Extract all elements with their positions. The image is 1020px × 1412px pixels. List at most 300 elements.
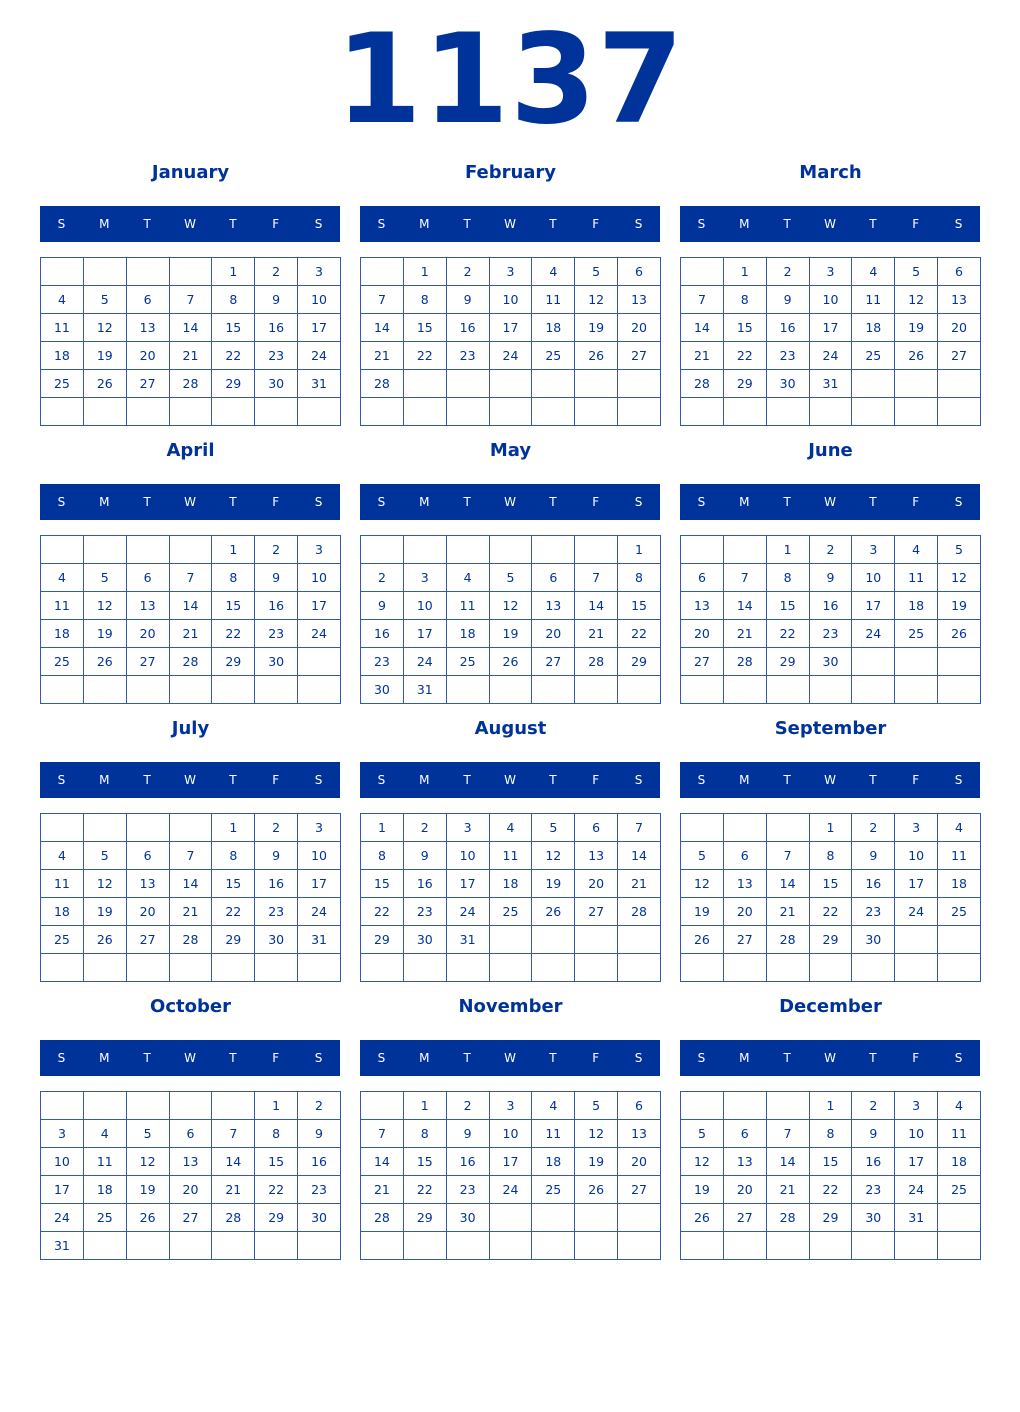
day-cell: 19 xyxy=(575,314,618,342)
day-grid xyxy=(360,257,661,426)
day-cell: 12 xyxy=(681,870,724,898)
day-cell: 18 xyxy=(41,898,84,926)
empty-day-cell xyxy=(575,398,618,426)
weekday-label: M xyxy=(419,495,430,509)
day-cell: 20 xyxy=(723,898,766,926)
day-cell: 31 xyxy=(895,1204,938,1232)
empty-day-cell xyxy=(403,370,446,398)
day-cell: 26 xyxy=(938,620,981,648)
empty-day-cell xyxy=(532,676,575,704)
empty-day-cell xyxy=(83,814,126,842)
day-cell: 19 xyxy=(126,1176,169,1204)
empty-day-cell xyxy=(681,814,724,842)
week-row xyxy=(681,648,981,676)
day-cell: 8 xyxy=(212,286,255,314)
weekday-label: T xyxy=(869,773,877,787)
day-cell: 27 xyxy=(618,1176,661,1204)
day-cell: 6 xyxy=(681,564,724,592)
empty-day-cell xyxy=(938,648,981,676)
empty-day-cell xyxy=(41,954,84,982)
day-cell: 23 xyxy=(255,898,298,926)
week-row xyxy=(681,1120,981,1148)
day-cell: 10 xyxy=(895,842,938,870)
day-cell: 26 xyxy=(575,342,618,370)
week-row xyxy=(681,1232,981,1260)
day-cell: 2 xyxy=(255,814,298,842)
day-cell: 21 xyxy=(723,620,766,648)
day-cell: 26 xyxy=(126,1204,169,1232)
day-cell: 16 xyxy=(809,592,852,620)
day-cell: 14 xyxy=(618,842,661,870)
day-cell: 22 xyxy=(403,342,446,370)
day-cell: 8 xyxy=(403,286,446,314)
weekday-label: T xyxy=(463,1051,471,1065)
empty-day-cell xyxy=(723,814,766,842)
day-cell: 30 xyxy=(852,926,895,954)
day-cell: 1 xyxy=(618,536,661,564)
day-cell: 8 xyxy=(212,564,255,592)
empty-day-cell xyxy=(766,398,809,426)
empty-day-cell xyxy=(938,954,981,982)
weekday-label: W xyxy=(824,495,836,509)
day-cell: 12 xyxy=(126,1148,169,1176)
empty-day-cell xyxy=(126,814,169,842)
day-cell: 28 xyxy=(169,370,212,398)
weekday-header xyxy=(680,762,980,798)
week-row xyxy=(361,370,661,398)
day-cell: 3 xyxy=(41,1120,84,1148)
day-cell: 2 xyxy=(852,1092,895,1120)
weekday-label: M xyxy=(739,495,750,509)
empty-day-cell xyxy=(298,648,341,676)
day-cell: 27 xyxy=(126,926,169,954)
weekday-label: S xyxy=(954,217,963,231)
day-cell: 16 xyxy=(766,314,809,342)
day-cell: 1 xyxy=(212,814,255,842)
day-cell: 2 xyxy=(446,258,489,286)
day-cell: 20 xyxy=(126,342,169,370)
week-row xyxy=(361,898,661,926)
weekday-label: F xyxy=(592,1051,600,1065)
day-cell: 22 xyxy=(212,898,255,926)
week-row xyxy=(41,898,341,926)
empty-day-cell xyxy=(361,1092,404,1120)
empty-day-cell xyxy=(83,398,126,426)
weekday-header xyxy=(680,484,980,520)
empty-day-cell xyxy=(766,954,809,982)
day-cell: 20 xyxy=(126,898,169,926)
weekday-label: M xyxy=(419,773,430,787)
weekday-label: S xyxy=(377,773,386,787)
day-cell: 18 xyxy=(532,314,575,342)
day-cell: 15 xyxy=(766,592,809,620)
empty-day-cell xyxy=(126,1232,169,1260)
day-cell: 7 xyxy=(618,814,661,842)
day-cell: 16 xyxy=(446,314,489,342)
weekday-header xyxy=(360,762,660,798)
week-row xyxy=(41,648,341,676)
weekday-label: S xyxy=(634,773,643,787)
weekday-label: W xyxy=(184,1051,196,1065)
day-cell: 22 xyxy=(212,620,255,648)
day-cell: 6 xyxy=(126,564,169,592)
day-cell: 27 xyxy=(723,1204,766,1232)
day-cell: 14 xyxy=(361,314,404,342)
day-cell: 13 xyxy=(681,592,724,620)
weekday-label: W xyxy=(504,495,516,509)
day-cell: 21 xyxy=(361,1176,404,1204)
empty-day-cell xyxy=(723,1092,766,1120)
empty-day-cell xyxy=(169,954,212,982)
day-cell: 23 xyxy=(255,342,298,370)
day-cell: 31 xyxy=(298,926,341,954)
week-row xyxy=(41,370,341,398)
day-cell: 29 xyxy=(618,648,661,676)
day-cell: 6 xyxy=(723,842,766,870)
day-cell: 13 xyxy=(618,1120,661,1148)
day-cell: 15 xyxy=(255,1148,298,1176)
weekday-label: S xyxy=(697,495,706,509)
day-cell: 9 xyxy=(255,286,298,314)
empty-day-cell xyxy=(575,926,618,954)
day-cell: 16 xyxy=(255,314,298,342)
day-cell: 10 xyxy=(489,1120,532,1148)
empty-day-cell xyxy=(681,1092,724,1120)
week-row xyxy=(41,342,341,370)
day-cell: 6 xyxy=(618,1092,661,1120)
day-cell: 28 xyxy=(361,1204,404,1232)
day-cell: 25 xyxy=(446,648,489,676)
week-row xyxy=(681,258,981,286)
day-cell: 26 xyxy=(83,926,126,954)
empty-day-cell xyxy=(446,676,489,704)
day-cell: 18 xyxy=(532,1148,575,1176)
week-row xyxy=(681,286,981,314)
day-cell: 7 xyxy=(723,564,766,592)
day-cell: 22 xyxy=(212,342,255,370)
empty-day-cell xyxy=(852,398,895,426)
empty-day-cell xyxy=(938,370,981,398)
weekday-label: W xyxy=(504,773,516,787)
day-grid xyxy=(680,813,981,982)
day-cell: 25 xyxy=(938,1176,981,1204)
empty-day-cell xyxy=(575,954,618,982)
day-cell: 17 xyxy=(895,1148,938,1176)
weekday-label: F xyxy=(592,773,600,787)
weekday-label: W xyxy=(824,1051,836,1065)
day-cell: 2 xyxy=(446,1092,489,1120)
empty-day-cell xyxy=(403,954,446,982)
weekday-label: W xyxy=(184,495,196,509)
day-cell: 29 xyxy=(212,370,255,398)
empty-day-cell xyxy=(852,954,895,982)
empty-day-cell xyxy=(681,258,724,286)
week-row xyxy=(681,1176,981,1204)
day-cell: 29 xyxy=(403,1204,446,1232)
empty-day-cell xyxy=(298,676,341,704)
day-cell: 26 xyxy=(83,370,126,398)
day-cell: 28 xyxy=(575,648,618,676)
week-row xyxy=(361,286,661,314)
day-cell: 1 xyxy=(403,1092,446,1120)
day-cell: 9 xyxy=(766,286,809,314)
weekday-label: F xyxy=(912,217,920,231)
day-cell: 28 xyxy=(766,1204,809,1232)
weekday-label: W xyxy=(504,1051,516,1065)
weekday-label: W xyxy=(184,773,196,787)
empty-day-cell xyxy=(766,1232,809,1260)
day-cell: 5 xyxy=(83,842,126,870)
week-row xyxy=(41,536,341,564)
day-cell: 15 xyxy=(403,314,446,342)
empty-day-cell xyxy=(895,954,938,982)
weekday-label: T xyxy=(143,217,151,231)
day-cell: 27 xyxy=(938,342,981,370)
day-cell: 26 xyxy=(575,1176,618,1204)
day-cell: 1 xyxy=(212,258,255,286)
week-row xyxy=(361,342,661,370)
day-cell: 11 xyxy=(938,1120,981,1148)
day-cell: 23 xyxy=(852,1176,895,1204)
weekday-label: M xyxy=(99,773,110,787)
day-cell: 30 xyxy=(255,926,298,954)
day-cell: 4 xyxy=(41,286,84,314)
day-cell: 13 xyxy=(126,592,169,620)
day-cell: 3 xyxy=(446,814,489,842)
empty-day-cell xyxy=(212,1092,255,1120)
weekday-label: T xyxy=(229,217,237,231)
day-cell: 21 xyxy=(766,898,809,926)
day-cell: 10 xyxy=(41,1148,84,1176)
week-row xyxy=(41,954,341,982)
day-cell: 9 xyxy=(446,1120,489,1148)
day-cell: 8 xyxy=(361,842,404,870)
day-cell: 15 xyxy=(809,1148,852,1176)
weekday-label: T xyxy=(143,495,151,509)
weekday-label: F xyxy=(272,1051,280,1065)
empty-day-cell xyxy=(126,398,169,426)
day-cell: 18 xyxy=(938,870,981,898)
week-row xyxy=(681,536,981,564)
month-name: April xyxy=(166,440,215,461)
day-cell: 18 xyxy=(446,620,489,648)
empty-day-cell xyxy=(938,398,981,426)
day-cell: 3 xyxy=(852,536,895,564)
week-row xyxy=(41,564,341,592)
day-cell: 10 xyxy=(489,286,532,314)
day-cell: 22 xyxy=(403,1176,446,1204)
day-cell: 16 xyxy=(852,870,895,898)
weekday-header xyxy=(40,1040,340,1076)
day-cell: 10 xyxy=(809,286,852,314)
week-row xyxy=(41,620,341,648)
day-cell: 22 xyxy=(618,620,661,648)
week-row xyxy=(681,314,981,342)
weekday-header xyxy=(40,484,340,520)
day-cell: 13 xyxy=(532,592,575,620)
day-cell: 1 xyxy=(212,536,255,564)
day-cell: 14 xyxy=(361,1148,404,1176)
empty-day-cell xyxy=(618,370,661,398)
day-cell: 19 xyxy=(575,1148,618,1176)
empty-day-cell xyxy=(446,536,489,564)
day-cell: 11 xyxy=(895,564,938,592)
day-cell: 30 xyxy=(766,370,809,398)
day-grid xyxy=(40,535,341,704)
weekday-label: W xyxy=(504,217,516,231)
week-row xyxy=(361,1120,661,1148)
year-title: 1137 xyxy=(335,8,685,152)
weekday-label: S xyxy=(314,495,323,509)
day-cell: 21 xyxy=(169,342,212,370)
empty-day-cell xyxy=(403,398,446,426)
empty-day-cell xyxy=(618,926,661,954)
day-cell: 27 xyxy=(532,648,575,676)
weekday-label: S xyxy=(314,217,323,231)
day-cell: 29 xyxy=(255,1204,298,1232)
empty-day-cell xyxy=(618,1204,661,1232)
day-cell: 27 xyxy=(681,648,724,676)
day-cell: 20 xyxy=(126,620,169,648)
day-cell: 9 xyxy=(255,842,298,870)
month-name: November xyxy=(458,996,563,1017)
day-cell: 8 xyxy=(766,564,809,592)
weekday-label: S xyxy=(57,1051,66,1065)
weekday-label: S xyxy=(57,495,66,509)
day-cell: 28 xyxy=(681,370,724,398)
empty-day-cell xyxy=(575,536,618,564)
day-cell: 10 xyxy=(895,1120,938,1148)
week-row xyxy=(361,620,661,648)
weekday-label: T xyxy=(783,495,791,509)
weekday-label: S xyxy=(697,217,706,231)
day-cell: 12 xyxy=(895,286,938,314)
weekday-label: M xyxy=(739,773,750,787)
empty-day-cell xyxy=(766,676,809,704)
empty-day-cell xyxy=(169,1232,212,1260)
day-cell: 12 xyxy=(83,314,126,342)
day-cell: 24 xyxy=(298,898,341,926)
day-cell: 2 xyxy=(298,1092,341,1120)
day-cell: 23 xyxy=(446,1176,489,1204)
weekday-label: F xyxy=(912,1051,920,1065)
day-cell: 3 xyxy=(298,258,341,286)
day-cell: 10 xyxy=(446,842,489,870)
weekday-label: T xyxy=(549,217,557,231)
day-cell: 4 xyxy=(938,814,981,842)
day-cell: 3 xyxy=(489,1092,532,1120)
day-cell: 14 xyxy=(169,870,212,898)
day-cell: 22 xyxy=(361,898,404,926)
day-cell: 24 xyxy=(895,898,938,926)
weekday-label: T xyxy=(463,217,471,231)
weekday-label: W xyxy=(824,217,836,231)
week-row xyxy=(361,814,661,842)
empty-day-cell xyxy=(446,370,489,398)
day-cell: 7 xyxy=(169,564,212,592)
month-name: January xyxy=(151,162,230,183)
day-cell: 30 xyxy=(403,926,446,954)
day-cell: 24 xyxy=(852,620,895,648)
day-cell: 11 xyxy=(446,592,489,620)
weekday-label: S xyxy=(634,495,643,509)
day-cell: 19 xyxy=(83,342,126,370)
empty-day-cell xyxy=(83,258,126,286)
week-row xyxy=(361,398,661,426)
empty-day-cell xyxy=(723,676,766,704)
day-cell: 24 xyxy=(489,1176,532,1204)
week-row xyxy=(41,1204,341,1232)
empty-day-cell xyxy=(361,536,404,564)
day-cell: 17 xyxy=(852,592,895,620)
week-row xyxy=(41,926,341,954)
empty-day-cell xyxy=(575,1204,618,1232)
empty-day-cell xyxy=(41,258,84,286)
weekday-label: F xyxy=(592,217,600,231)
day-cell: 21 xyxy=(361,342,404,370)
empty-day-cell xyxy=(83,676,126,704)
weekday-label: W xyxy=(184,217,196,231)
day-cell: 25 xyxy=(41,648,84,676)
day-cell: 11 xyxy=(41,314,84,342)
weekday-header xyxy=(40,206,340,242)
week-row xyxy=(361,648,661,676)
day-cell: 25 xyxy=(895,620,938,648)
empty-day-cell xyxy=(723,536,766,564)
day-cell: 1 xyxy=(723,258,766,286)
day-cell: 18 xyxy=(895,592,938,620)
day-cell: 14 xyxy=(212,1148,255,1176)
day-cell: 26 xyxy=(489,648,532,676)
day-cell: 15 xyxy=(212,870,255,898)
day-cell: 21 xyxy=(618,870,661,898)
day-cell: 12 xyxy=(83,870,126,898)
empty-day-cell xyxy=(766,1092,809,1120)
day-cell: 29 xyxy=(361,926,404,954)
day-cell: 13 xyxy=(723,1148,766,1176)
month-name: December xyxy=(779,996,882,1017)
day-cell: 11 xyxy=(938,842,981,870)
day-cell: 18 xyxy=(83,1176,126,1204)
weekday-label: T xyxy=(229,773,237,787)
week-row xyxy=(681,926,981,954)
day-cell: 17 xyxy=(298,314,341,342)
empty-day-cell xyxy=(169,814,212,842)
empty-day-cell xyxy=(298,954,341,982)
empty-day-cell xyxy=(575,676,618,704)
empty-day-cell xyxy=(298,1232,341,1260)
day-cell: 27 xyxy=(575,898,618,926)
week-row xyxy=(41,286,341,314)
week-row xyxy=(41,398,341,426)
day-cell: 11 xyxy=(489,842,532,870)
day-cell: 28 xyxy=(212,1204,255,1232)
day-cell: 29 xyxy=(809,926,852,954)
day-cell: 7 xyxy=(169,286,212,314)
day-cell: 3 xyxy=(403,564,446,592)
day-cell: 4 xyxy=(41,564,84,592)
day-cell: 1 xyxy=(255,1092,298,1120)
day-cell: 17 xyxy=(895,870,938,898)
empty-day-cell xyxy=(169,258,212,286)
day-cell: 17 xyxy=(446,870,489,898)
day-cell: 8 xyxy=(723,286,766,314)
weekday-label: F xyxy=(592,495,600,509)
week-row xyxy=(361,1204,661,1232)
day-cell: 25 xyxy=(532,342,575,370)
day-cell: 25 xyxy=(83,1204,126,1232)
empty-day-cell xyxy=(809,1232,852,1260)
